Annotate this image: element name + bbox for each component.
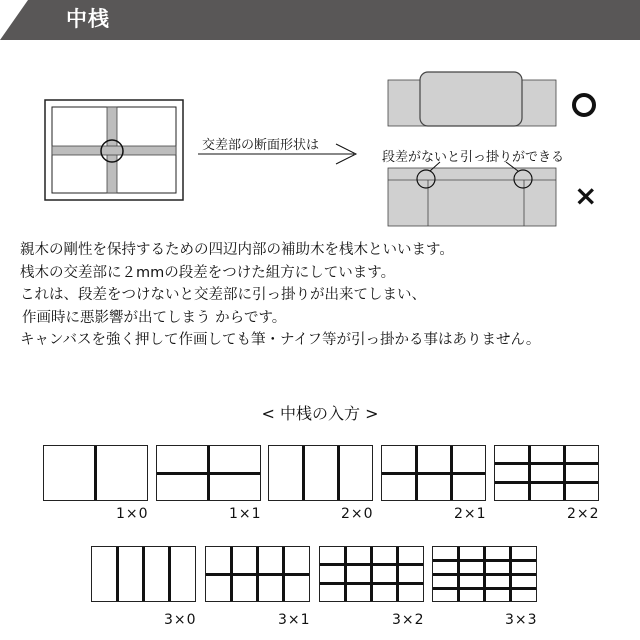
description-line: 桟木の交差部に２mmの段差をつけた組方にしています。	[20, 264, 396, 281]
horizontal-stretcher-bar	[320, 563, 423, 566]
stretcher-frame-drawing	[45, 100, 183, 200]
cross-section-diagram	[0, 40, 640, 240]
frame-pattern-3x0	[91, 546, 196, 602]
frame-pattern-label: 1×0	[116, 506, 149, 522]
frame-pattern-3x2	[319, 546, 424, 602]
catch-warning-label: 段差がないと引っ掛りができる	[382, 150, 565, 165]
horizontal-stretcher-bar	[157, 472, 260, 475]
vertical-stretcher-bar	[563, 446, 566, 500]
description-line: 親木の剛性を保持するための四辺内部の補助木を桟木といいます。	[20, 242, 454, 258]
horizontal-stretcher-bar	[495, 462, 598, 465]
frame-pattern-3x3	[432, 546, 537, 602]
frame-pattern-1x1	[156, 445, 261, 501]
horizontal-stretcher-bar	[433, 559, 536, 562]
vertical-stretcher-bar	[94, 446, 97, 500]
vertical-stretcher-bar	[142, 547, 145, 601]
horizontal-stretcher-bar	[320, 582, 423, 585]
horizontal-stretcher-bar	[206, 573, 309, 576]
vertical-stretcher-bar	[396, 547, 399, 601]
vertical-stretcher-bar	[116, 547, 119, 601]
frame-pattern-label: 2×0	[341, 506, 374, 522]
ng-cross-icon: ×	[574, 179, 598, 212]
flush-cross-section	[388, 162, 556, 226]
vertical-stretcher-bar	[337, 446, 340, 500]
horizontal-stretcher-bar	[382, 472, 485, 475]
patterns-heading: < 中桟の入方 >	[261, 404, 379, 423]
frame-pattern-label: 2×1	[454, 506, 487, 522]
frame-pattern-1x0	[43, 445, 148, 501]
description-line: 作画時に悪影響が出てしまう からです。	[22, 309, 287, 326]
section-header	[0, 0, 640, 40]
horizontal-stretcher-bar	[433, 587, 536, 590]
vertical-stretcher-bar	[370, 547, 373, 601]
frame-pattern-label: 3×2	[392, 612, 425, 628]
frame-pattern-label: 3×3	[505, 612, 538, 628]
ok-circle-icon	[572, 93, 596, 117]
frame-pattern-2x0	[268, 445, 373, 501]
cross-section-label: 交差部の断面形状は	[202, 138, 320, 153]
frame-pattern-3x1	[205, 546, 310, 602]
vertical-stretcher-bar	[302, 446, 305, 500]
frame-pattern-label: 3×0	[164, 612, 197, 628]
description-line: これは、段差をつけないと交差部に引っ掛りが出来てしまい、	[20, 287, 426, 303]
description	[20, 239, 630, 352]
vertical-stretcher-bar	[528, 446, 531, 500]
horizontal-stretcher-bar	[433, 573, 536, 576]
stepped-cross-section	[388, 72, 556, 126]
frame-pattern-2x2	[494, 445, 599, 501]
frame-pattern-2x1	[381, 445, 486, 501]
frame-pattern-label: 3×1	[278, 612, 311, 628]
section-title: 中桟	[66, 7, 110, 31]
description-line: キャンバスを強く押して作画しても筆・ナイフ等が引っ掛かる事はありません。	[20, 332, 541, 348]
horizontal-stretcher-bar	[495, 481, 598, 484]
frame-pattern-label: 1×1	[229, 506, 262, 522]
vertical-stretcher-bar	[168, 547, 171, 601]
vertical-stretcher-bar	[344, 547, 347, 601]
frame-pattern-label: 2×2	[567, 506, 600, 522]
